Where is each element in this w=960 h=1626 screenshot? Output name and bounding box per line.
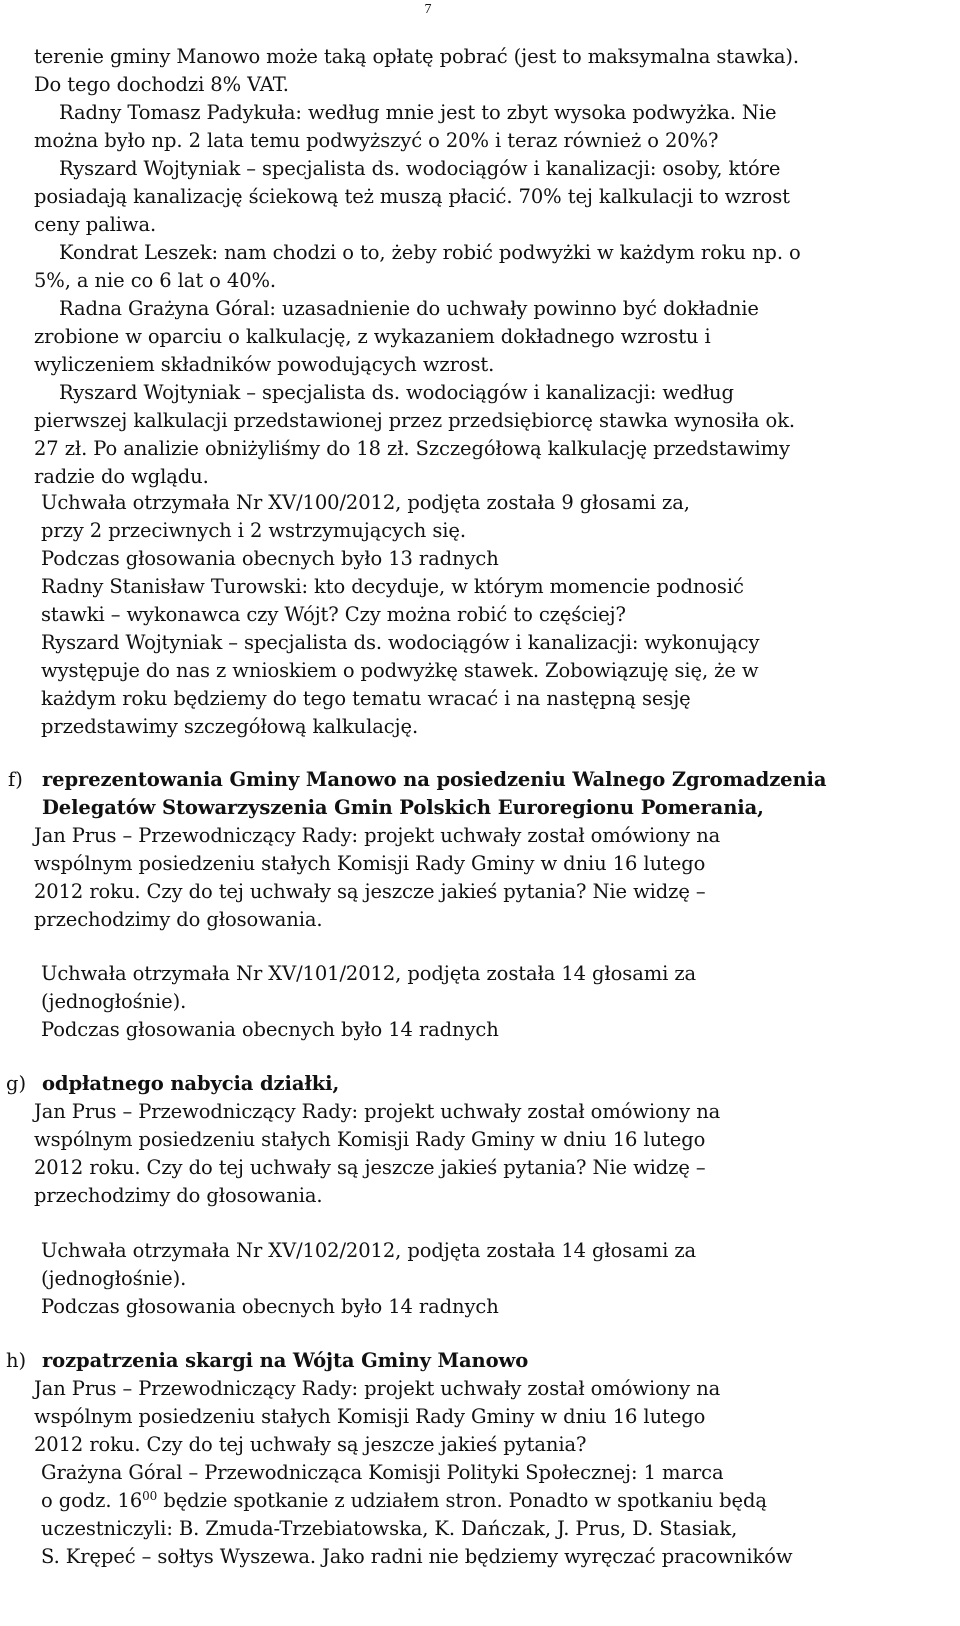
text-line: Uchwała otrzymała Nr XV/102/2012, podjęta została 14 głosami za bbox=[41, 1239, 697, 1262]
text-line: Ryszard Wojtyniak – specjalista ds. wodociągów i kanalizacji: według bbox=[59, 381, 734, 404]
page-number: 7 bbox=[424, 2, 432, 17]
section-heading-f: reprezentowania Gminy Manowo na posiedzeniu Walnego Zgromadzenia bbox=[42, 768, 827, 791]
text-line-time bbox=[41, 1487, 767, 1515]
text-line: wspólnym posiedzeniu stałych Komisji Rady Gminy w dniu 16 lutego bbox=[34, 852, 706, 875]
text-line: 5%, a nie co 6 lat o 40%. bbox=[34, 269, 277, 292]
section-heading-g: odpłatnego nabycia działki, bbox=[42, 1072, 340, 1095]
text-line: Jan Prus – Przewodniczący Rady: projekt uchwały został omówiony na bbox=[34, 824, 721, 847]
text-line: 2012 roku. Czy do tej uchwały są jeszcze jakieś pytania? Nie widzę – bbox=[34, 880, 706, 903]
text-line: Do tego dochodzi 8% VAT. bbox=[34, 73, 289, 96]
text-line: wyliczeniem składników powodujących wzrost. bbox=[34, 353, 495, 376]
text-line: Grażyna Góral – Przewodnicząca Komisji Polityki Społecznej: 1 marca bbox=[41, 1461, 724, 1484]
text-line: Podczas głosowania obecnych było 14 radnych bbox=[41, 1295, 499, 1318]
text-line: (jednogłośnie). bbox=[41, 1267, 187, 1290]
text-line: posiadają kanalizację ściekową też muszą płacić. 70% tej kalkulacji to wzrost bbox=[34, 185, 790, 208]
section-heading-h: rozpatrzenia skargi na Wójta Gminy Manowo bbox=[42, 1349, 529, 1372]
text-line: radzie do wglądu. bbox=[34, 465, 209, 488]
text-line: Radny Stanisław Turowski: kto decyduje, w którym momencie podnosić bbox=[41, 575, 744, 598]
text-line: wspólnym posiedzeniu stałych Komisji Rady Gminy w dniu 16 lutego bbox=[34, 1128, 706, 1151]
section-heading-f: Delegatów Stowarzyszenia Gmin Polskich Euroregionu Pomerania, bbox=[42, 796, 764, 819]
text-line: stawki – wykonawca czy Wójt? Czy można robić to częściej? bbox=[41, 603, 626, 626]
text-line: Radny Tomasz Padykuła: według mnie jest to zbyt wysoka podwyżka. Nie bbox=[59, 101, 777, 124]
text-line: występuje do nas z wnioskiem o podwyżkę stawek. Zobowiązuję się, że w bbox=[41, 659, 759, 682]
text-line: Ryszard Wojtyniak – specjalista ds. wodociągów i kanalizacji: wykonujący bbox=[41, 631, 760, 654]
text-line: przedstawimy szczegółową kalkulację. bbox=[41, 715, 419, 738]
text-line: S. Krępeć – sołtys Wyszewa. Jako radni nie będziemy wyręczać pracowników bbox=[41, 1545, 793, 1568]
text-line: ceny paliwa. bbox=[34, 213, 157, 236]
text-line: przy 2 przeciwnych i 2 wstrzymujących się. bbox=[41, 519, 466, 542]
text-line: Ryszard Wojtyniak – specjalista ds. wodociągów i kanalizacji: osoby, które bbox=[59, 157, 781, 180]
text-line: 2012 roku. Czy do tej uchwały są jeszcze jakieś pytania? bbox=[34, 1433, 587, 1456]
text-line: przechodzimy do głosowania. bbox=[34, 908, 323, 931]
text-line: Uchwała otrzymała Nr XV/101/2012, podjęta została 14 głosami za bbox=[41, 962, 697, 985]
text-line: Podczas głosowania obecnych było 14 radnych bbox=[41, 1018, 499, 1041]
text-line: 27 zł. Po analizie obniżyliśmy do 18 zł. Szczegółową kalkulację przedstawimy bbox=[34, 437, 790, 460]
text-line: terenie gminy Manowo może taką opłatę pobrać (jest to maksymalna stawka). bbox=[34, 45, 799, 68]
text-line: Podczas głosowania obecnych było 13 radnych bbox=[41, 547, 499, 570]
text-span: będzie spotkanie z udziałem stron. Ponadto w spotkaniu będą bbox=[157, 1489, 767, 1512]
text-line: uczestniczyli: B. Zmuda-Trzebiatowska, K. Dańczak, J. Prus, D. Stasiak, bbox=[41, 1517, 738, 1540]
text-line: wspólnym posiedzeniu stałych Komisji Rady Gminy w dniu 16 lutego bbox=[34, 1405, 706, 1428]
section-label-h: h) bbox=[6, 1349, 27, 1372]
section-label-g: g) bbox=[6, 1072, 27, 1095]
text-line: zrobione w oparciu o kalkulację, z wykazaniem dokładnego wzrostu i bbox=[34, 325, 711, 348]
text-line: Jan Prus – Przewodniczący Rady: projekt uchwały został omówiony na bbox=[34, 1377, 721, 1400]
text-line: pierwszej kalkulacji przedstawionej przez przedsiębiorcę stawka wynosiła ok. bbox=[34, 409, 796, 432]
text-line: Kondrat Leszek: nam chodzi o to, żeby robić podwyżki w każdym roku np. o bbox=[59, 241, 801, 264]
text-line: 2012 roku. Czy do tej uchwały są jeszcze jakieś pytania? Nie widzę – bbox=[34, 1156, 706, 1179]
text-line: przechodzimy do głosowania. bbox=[34, 1184, 323, 1207]
text-line: Jan Prus – Przewodniczący Rady: projekt uchwały został omówiony na bbox=[34, 1100, 721, 1123]
section-label-f: f) bbox=[8, 768, 23, 791]
text-line: Uchwała otrzymała Nr XV/100/2012, podjęta została 9 głosami za, bbox=[41, 491, 690, 514]
time-minutes-superscript: 00 bbox=[142, 1489, 158, 1503]
text-line: każdym roku będziemy do tego tematu wracać i na następną sesję bbox=[41, 687, 691, 710]
text-line: (jednogłośnie). bbox=[41, 990, 187, 1013]
time-text: o godz. 16 bbox=[41, 1489, 143, 1512]
text-line: Radna Grażyna Góral: uzasadnienie do uchwały powinno być dokładnie bbox=[59, 297, 759, 320]
text-line: można było np. 2 lata temu podwyższyć o 20% i teraz również o 20%? bbox=[34, 129, 719, 152]
